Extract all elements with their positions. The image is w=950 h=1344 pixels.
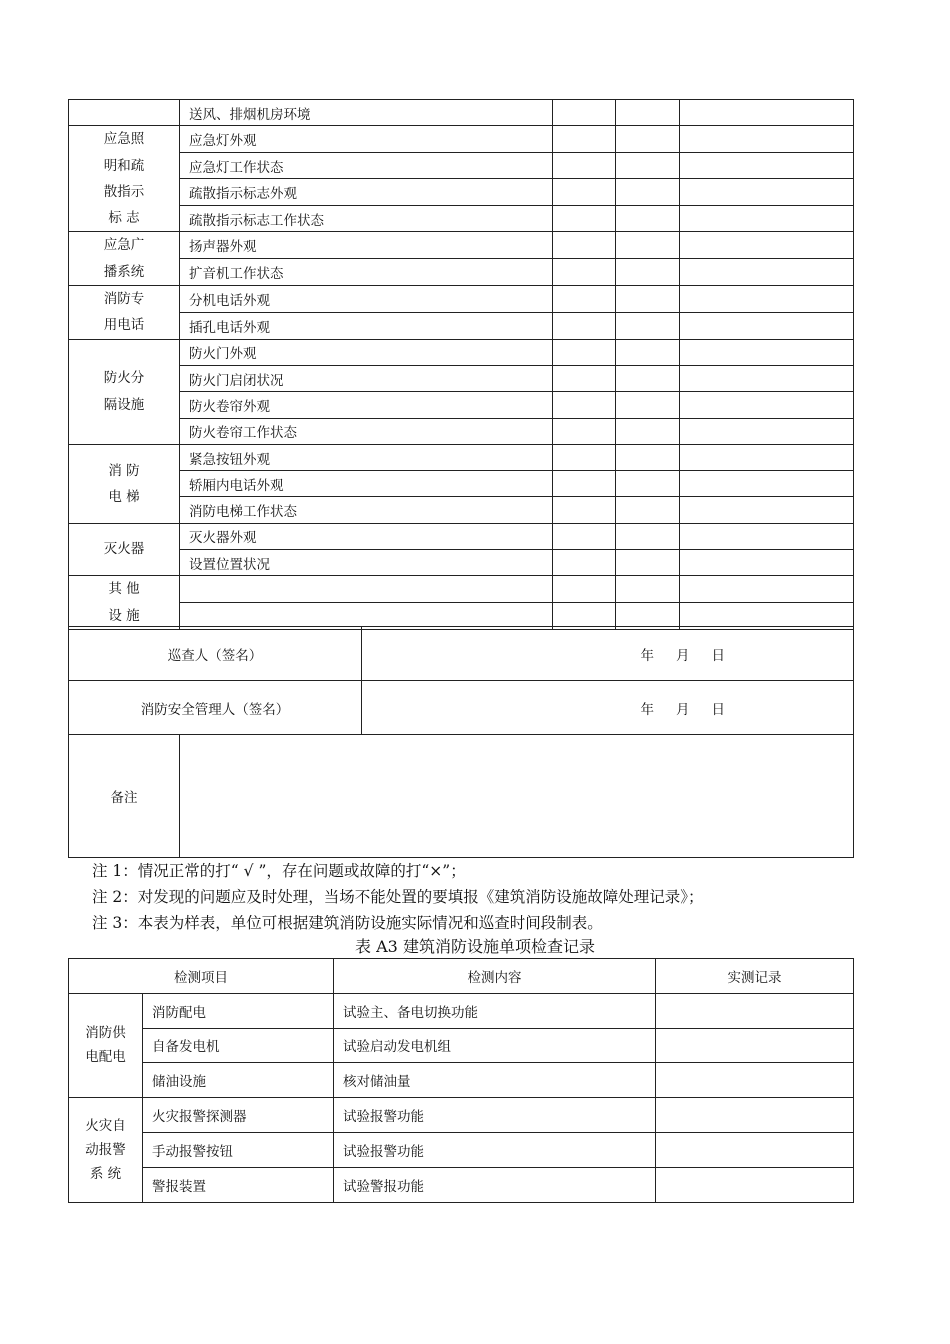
- note-cell[interactable]: [680, 418, 854, 444]
- item-cell: 防火门启闭状况: [180, 365, 553, 391]
- table-row: [69, 179, 854, 206]
- table-row: [69, 1028, 854, 1063]
- check-cell[interactable]: [553, 179, 616, 206]
- category-label-line: 其 他: [108, 581, 140, 598]
- remarks-row: [69, 735, 854, 858]
- category-cell: [69, 126, 180, 232]
- table-row: [69, 312, 854, 339]
- category-label-line: 明和疏: [103, 157, 145, 174]
- inspector-row: [69, 627, 854, 681]
- table-row: [69, 205, 854, 232]
- category-cell: [69, 576, 180, 630]
- item-cell: 分机电话外观: [180, 286, 553, 313]
- content-cell: 试验报警功能: [334, 1098, 656, 1133]
- note-cell[interactable]: [680, 471, 854, 497]
- category-label-line: 隔设施: [103, 396, 145, 413]
- header-record: 实测记录: [656, 959, 854, 994]
- category-cell: [69, 286, 180, 340]
- notes: [92, 858, 704, 936]
- content-cell: 试验报警功能: [334, 1132, 656, 1167]
- check-cell[interactable]: [553, 550, 616, 576]
- table-a3-title: 表 A3 建筑消防设施单项检查记录: [355, 937, 595, 956]
- content-cell: 试验启动发电机组: [334, 1028, 656, 1063]
- note-cell[interactable]: [680, 259, 854, 286]
- note-cell[interactable]: [680, 205, 854, 232]
- check-cell[interactable]: [553, 523, 616, 549]
- header-content: 检测内容: [334, 959, 656, 994]
- check-cell[interactable]: [553, 471, 616, 497]
- table-row: [69, 497, 854, 523]
- check-cell[interactable]: [553, 232, 616, 259]
- check-cell[interactable]: [553, 392, 616, 418]
- category-label-line: 用电话: [103, 317, 145, 334]
- note-cell[interactable]: [680, 179, 854, 206]
- record-cell[interactable]: [656, 1063, 854, 1098]
- remarks-field[interactable]: [180, 735, 854, 858]
- note-3: 注 3：本表为样表，单位可根据建筑消防设施实际情况和巡查时间段制表。: [92, 914, 603, 932]
- category-label-line: 防火分: [103, 370, 145, 387]
- note-cell[interactable]: [680, 444, 854, 470]
- category-cell: [69, 993, 143, 1097]
- check-cell[interactable]: [616, 232, 680, 259]
- inspector-label: 巡查人（签名）: [69, 627, 362, 681]
- note-1: 注 1：情况正常的打“ √ ”，存在问题或故障的打“×”；: [92, 862, 466, 880]
- table-row: [69, 259, 854, 286]
- check-cell[interactable]: [616, 152, 680, 179]
- item-cell: 扩音机工作状态: [180, 259, 553, 286]
- check-cell[interactable]: [553, 497, 616, 523]
- single-check-table-body: [69, 959, 854, 1203]
- check-cell[interactable]: [553, 126, 616, 153]
- table-row: [69, 152, 854, 179]
- item-cell: 应急灯外观: [180, 126, 553, 153]
- date-day: 日: [711, 647, 725, 664]
- check-cell[interactable]: [553, 418, 616, 444]
- table-row: [69, 471, 854, 497]
- check-cell[interactable]: [616, 312, 680, 339]
- check-cell[interactable]: [553, 286, 616, 313]
- check-cell[interactable]: [616, 471, 680, 497]
- single-check-table: [68, 958, 854, 1203]
- note-cell[interactable]: [680, 550, 854, 576]
- check-cell[interactable]: [616, 576, 680, 603]
- category-cell: [69, 444, 180, 523]
- table-row: [69, 286, 854, 313]
- table-row: [69, 444, 854, 470]
- date-month: 月: [676, 701, 690, 718]
- check-cell[interactable]: [616, 286, 680, 313]
- category-label-line: 消 防: [108, 462, 140, 479]
- item-cell: 防火卷帘外观: [180, 392, 553, 418]
- table-row: [69, 1063, 854, 1098]
- header-row: [69, 959, 854, 994]
- category-cell: [69, 100, 180, 126]
- category-label-line: 消防专: [103, 291, 145, 308]
- record-cell[interactable]: [656, 1028, 854, 1063]
- content-cell: 核对储油量: [334, 1063, 656, 1098]
- item-cell: 扬声器外观: [180, 232, 553, 259]
- check-cell[interactable]: [553, 444, 616, 470]
- check-cell[interactable]: [616, 444, 680, 470]
- check-cell[interactable]: [616, 550, 680, 576]
- category-cell: [69, 232, 180, 286]
- inspection-table-body: [69, 100, 854, 630]
- check-cell[interactable]: [616, 523, 680, 549]
- category-label-line: 电 梯: [108, 488, 140, 505]
- check-cell[interactable]: [616, 100, 680, 126]
- header-item: 检测项目: [69, 959, 334, 994]
- table-row: [69, 1098, 854, 1133]
- category-label-line: 系 统: [89, 1165, 122, 1182]
- item-cell: 灭火器外观: [180, 523, 553, 549]
- check-cell[interactable]: [616, 339, 680, 365]
- check-cell[interactable]: [616, 497, 680, 523]
- category-label-line: 散指示: [103, 183, 145, 200]
- inspector-date-field[interactable]: [362, 627, 854, 681]
- remarks-label: 备注: [69, 735, 180, 858]
- item-cell: [180, 576, 553, 603]
- category-cell: [69, 339, 180, 444]
- table-row: [69, 126, 854, 153]
- note-cell[interactable]: [680, 312, 854, 339]
- item-cell: 疏散指示标志外观: [180, 179, 553, 206]
- check-cell[interactable]: [616, 205, 680, 232]
- category-cell: [69, 523, 180, 576]
- check-cell[interactable]: [553, 205, 616, 232]
- manager-label: 消防安全管理人（签名）: [69, 681, 362, 735]
- note-cell[interactable]: [680, 576, 854, 603]
- table-row: [69, 418, 854, 444]
- category-label-line: 应急照: [103, 131, 145, 148]
- content-cell: 试验警报功能: [334, 1167, 656, 1202]
- item-cell: 火灾报警探测器: [143, 1098, 334, 1133]
- item-cell: 手动报警按钮: [143, 1132, 334, 1167]
- date-day: 日: [711, 701, 725, 718]
- note-cell[interactable]: [680, 100, 854, 126]
- category-cell: [69, 1098, 143, 1202]
- category-label-line: 火灾自: [85, 1117, 126, 1134]
- item-cell: 设置位置状况: [180, 550, 553, 576]
- check-cell[interactable]: [616, 392, 680, 418]
- check-cell[interactable]: [616, 365, 680, 391]
- table-row: [69, 993, 854, 1028]
- item-cell: 防火门外观: [180, 339, 553, 365]
- note-cell[interactable]: [680, 232, 854, 259]
- table-row: [69, 100, 854, 126]
- check-cell[interactable]: [553, 365, 616, 391]
- check-cell[interactable]: [553, 152, 616, 179]
- check-cell[interactable]: [553, 100, 616, 126]
- record-cell[interactable]: [656, 993, 854, 1028]
- note-cell[interactable]: [680, 365, 854, 391]
- item-cell: 自备发电机: [143, 1028, 334, 1063]
- date-year: 年: [640, 647, 654, 664]
- record-cell[interactable]: [656, 1167, 854, 1202]
- check-cell[interactable]: [616, 126, 680, 153]
- category-label-line: 播系统: [103, 263, 145, 280]
- item-cell: 储油设施: [143, 1063, 334, 1098]
- manager-row: [69, 681, 854, 735]
- date-month: 月: [676, 647, 690, 664]
- item-cell: 紧急按钮外观: [180, 444, 553, 470]
- item-cell: 送风、排烟机房环境: [180, 100, 553, 126]
- note-cell[interactable]: [680, 497, 854, 523]
- signature-table: [68, 626, 854, 858]
- note-cell[interactable]: [680, 286, 854, 313]
- note-cell[interactable]: [680, 126, 854, 153]
- record-cell[interactable]: [656, 1098, 854, 1133]
- table-row: [69, 392, 854, 418]
- table-row: [69, 365, 854, 391]
- check-cell[interactable]: [616, 259, 680, 286]
- inspection-table: [68, 99, 854, 630]
- table-row: [69, 550, 854, 576]
- item-cell: 插孔电话外观: [180, 312, 553, 339]
- check-cell[interactable]: [553, 339, 616, 365]
- table-row: [69, 339, 854, 365]
- check-cell[interactable]: [553, 312, 616, 339]
- category-label-line: 灭火器: [103, 541, 145, 558]
- item-cell: 应急灯工作状态: [180, 152, 553, 179]
- category-label-line: 设 施: [108, 607, 140, 624]
- note-cell[interactable]: [680, 523, 854, 549]
- category-label-line: 动报警: [85, 1141, 126, 1158]
- date-year: 年: [640, 701, 654, 718]
- category-label-line: 应急广: [103, 237, 145, 254]
- note-cell[interactable]: [680, 152, 854, 179]
- manager-date-field[interactable]: [362, 681, 854, 735]
- item-cell: 警报装置: [143, 1167, 334, 1202]
- table-row: [69, 1167, 854, 1202]
- category-label-line: 标 志: [108, 210, 140, 227]
- category-label-line: 消防供: [85, 1025, 126, 1042]
- table-row: [69, 232, 854, 259]
- table-row: [69, 1132, 854, 1167]
- note-2: 注 2：对发现的问题应及时处理，当场不能处置的要填报《建筑消防设施故障处理记录》；: [92, 888, 704, 906]
- record-cell[interactable]: [656, 1132, 854, 1167]
- note-cell[interactable]: [680, 339, 854, 365]
- item-cell: 防火卷帘工作状态: [180, 418, 553, 444]
- check-cell[interactable]: [553, 576, 616, 603]
- check-cell[interactable]: [616, 418, 680, 444]
- item-cell: 轿厢内电话外观: [180, 471, 553, 497]
- note-cell[interactable]: [680, 392, 854, 418]
- check-cell[interactable]: [616, 179, 680, 206]
- table-row: [69, 523, 854, 549]
- item-cell: 消防配电: [143, 993, 334, 1028]
- category-label-line: 电配电: [85, 1049, 126, 1066]
- content-cell: 试验主、备电切换功能: [334, 993, 656, 1028]
- item-cell: 疏散指示标志工作状态: [180, 205, 553, 232]
- check-cell[interactable]: [553, 259, 616, 286]
- table-row: [69, 576, 854, 603]
- item-cell: 消防电梯工作状态: [180, 497, 553, 523]
